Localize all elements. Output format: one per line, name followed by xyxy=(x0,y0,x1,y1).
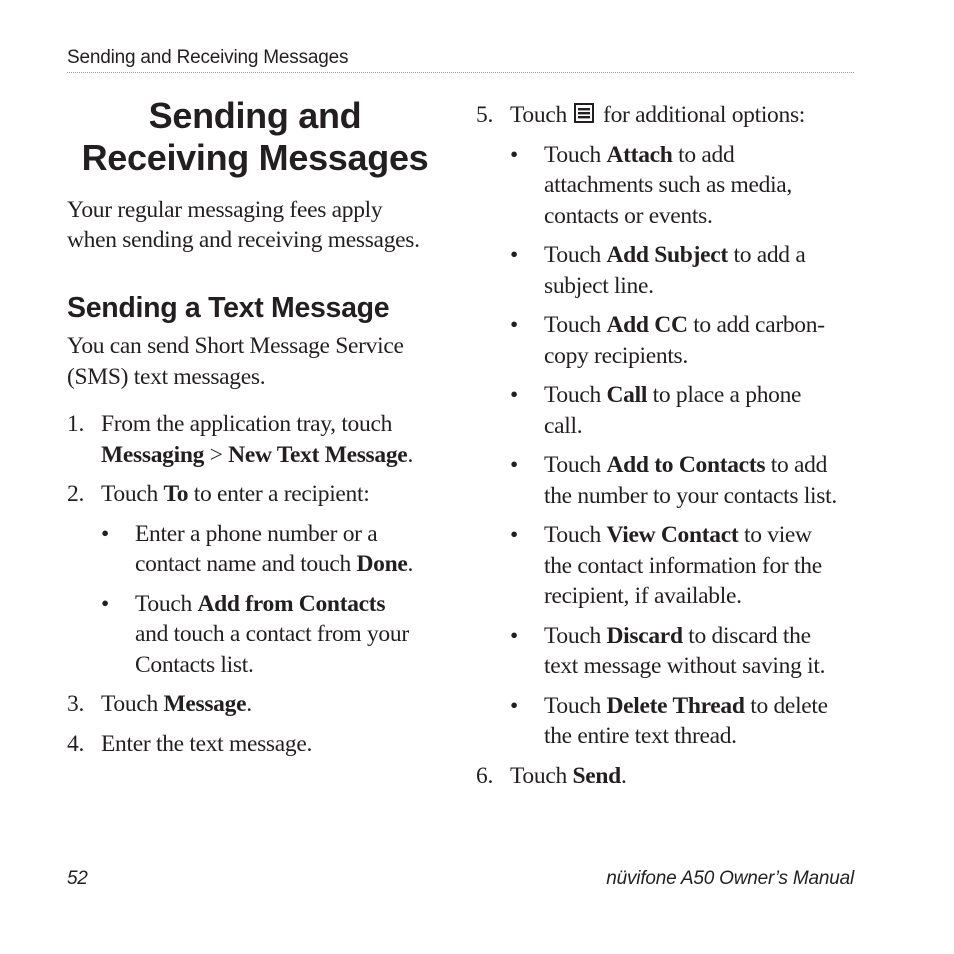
left-column xyxy=(67,95,447,759)
step-number: 1. xyxy=(67,411,85,437)
ui-term: Attach xyxy=(606,141,673,168)
bullet: • xyxy=(101,590,109,617)
header-divider xyxy=(67,72,854,73)
ui-term: Add to Contacts xyxy=(606,452,766,478)
ui-term: Add from Contacts xyxy=(197,590,386,617)
chapter-title-line2: Receiving Messages xyxy=(81,137,429,178)
ui-term: Add Subject xyxy=(606,242,728,268)
list-item-delete-thread: • Touch Delete Thread to delete the entire text thread. xyxy=(510,692,828,749)
ui-term: To xyxy=(163,481,189,507)
ui-term: Discard xyxy=(606,622,683,649)
bullet: • xyxy=(510,242,518,268)
section-title: Sending a Text Message xyxy=(67,292,390,324)
list-item-view-contact: • Touch View Contact to view the contact information for the recipient, if available. xyxy=(510,522,822,609)
step-number: 4. xyxy=(67,730,85,757)
menu-icon xyxy=(574,101,594,121)
step-3: 3. Touch Message. xyxy=(67,689,447,720)
section-intro: You can send Short Message Service (SMS) text messages. xyxy=(67,333,404,390)
ui-term: Send xyxy=(572,762,621,789)
list-item-call: • Touch Call to place a phone call. xyxy=(510,382,802,439)
step-number: 3. xyxy=(67,691,85,717)
bullet: • xyxy=(101,520,109,547)
list-item-add-cc: • Touch Add CC to add carbon- copy recipients. xyxy=(510,312,825,369)
step-2: 2. Touch To to enter a recipient: • Enter a phone number or a contact name and touch Done. • Touch Add from Contacts and touch a contact from your Contacts list. xyxy=(67,479,447,680)
chapter-title xyxy=(67,95,443,179)
list-item: • Enter a phone number or a contact name and touch Done. xyxy=(101,520,414,577)
bullet: • xyxy=(510,692,518,719)
bullet: • xyxy=(510,312,518,338)
step-6: 6. Touch Send. xyxy=(476,761,856,792)
page-number: 52 xyxy=(67,868,88,889)
ui-term: View Contact xyxy=(606,522,739,548)
ui-term: Messaging xyxy=(101,441,205,468)
step-4: 4. Enter the text message. xyxy=(67,729,447,760)
step-number: 5. xyxy=(476,102,494,128)
bullet: • xyxy=(510,522,518,548)
ui-term: Message xyxy=(163,691,247,717)
step-1: 1. From the application tray, touch Messaging > New Text Message. xyxy=(67,411,414,468)
ui-term: New Text Message xyxy=(228,441,408,468)
bullet: • xyxy=(510,382,518,408)
bullet: • xyxy=(510,452,518,478)
list-item: • Touch Add from Contacts and touch a contact from your Contacts list. xyxy=(101,590,409,678)
ui-term: Call xyxy=(606,382,648,408)
running-head: Sending and Receiving Messages xyxy=(67,47,349,68)
bullet: • xyxy=(510,622,518,649)
list-item-add-subject: • Touch Add Subject to add a subject line. xyxy=(510,242,806,299)
step-5: 5. Touch for additional options: • Touch Attach to add attachments such as media, contacts or events. • Touch Add Subject to add a subject line. • Touch Add CC to add carbon- copy recipients. • Touch Call to place a phone call. • Touch Add to Contacts to add the number to your contacts list. • Touch View Contact to view the contact information for the recipient, if available. • Touch Discard to discard the text message without saving it. • Touch Delete Thread to delete the entire text thread. xyxy=(476,100,856,752)
ui-term: Add CC xyxy=(606,312,688,338)
ui-term: Done xyxy=(356,551,408,577)
ui-term: Delete Thread xyxy=(606,692,745,719)
manual-name: nüvifone A50 Owner’s Manual xyxy=(606,868,854,889)
list-item-discard: • Touch Discard to discard the text message without saving it. xyxy=(510,622,826,679)
chapter-intro: Your regular messaging fees apply when sending and receiving messages. xyxy=(67,197,420,253)
list-item-attach: • Touch Attach to add attachments such as media, contacts or events. xyxy=(510,141,793,229)
step-number: 2. xyxy=(67,481,85,507)
chapter-title-line1: Sending and xyxy=(148,95,362,136)
right-column xyxy=(476,100,856,791)
step-number: 6. xyxy=(476,762,494,789)
list-item-add-to-contacts: • Touch Add to Contacts to add the number to your contacts list. xyxy=(510,452,837,509)
bullet: • xyxy=(510,141,518,168)
